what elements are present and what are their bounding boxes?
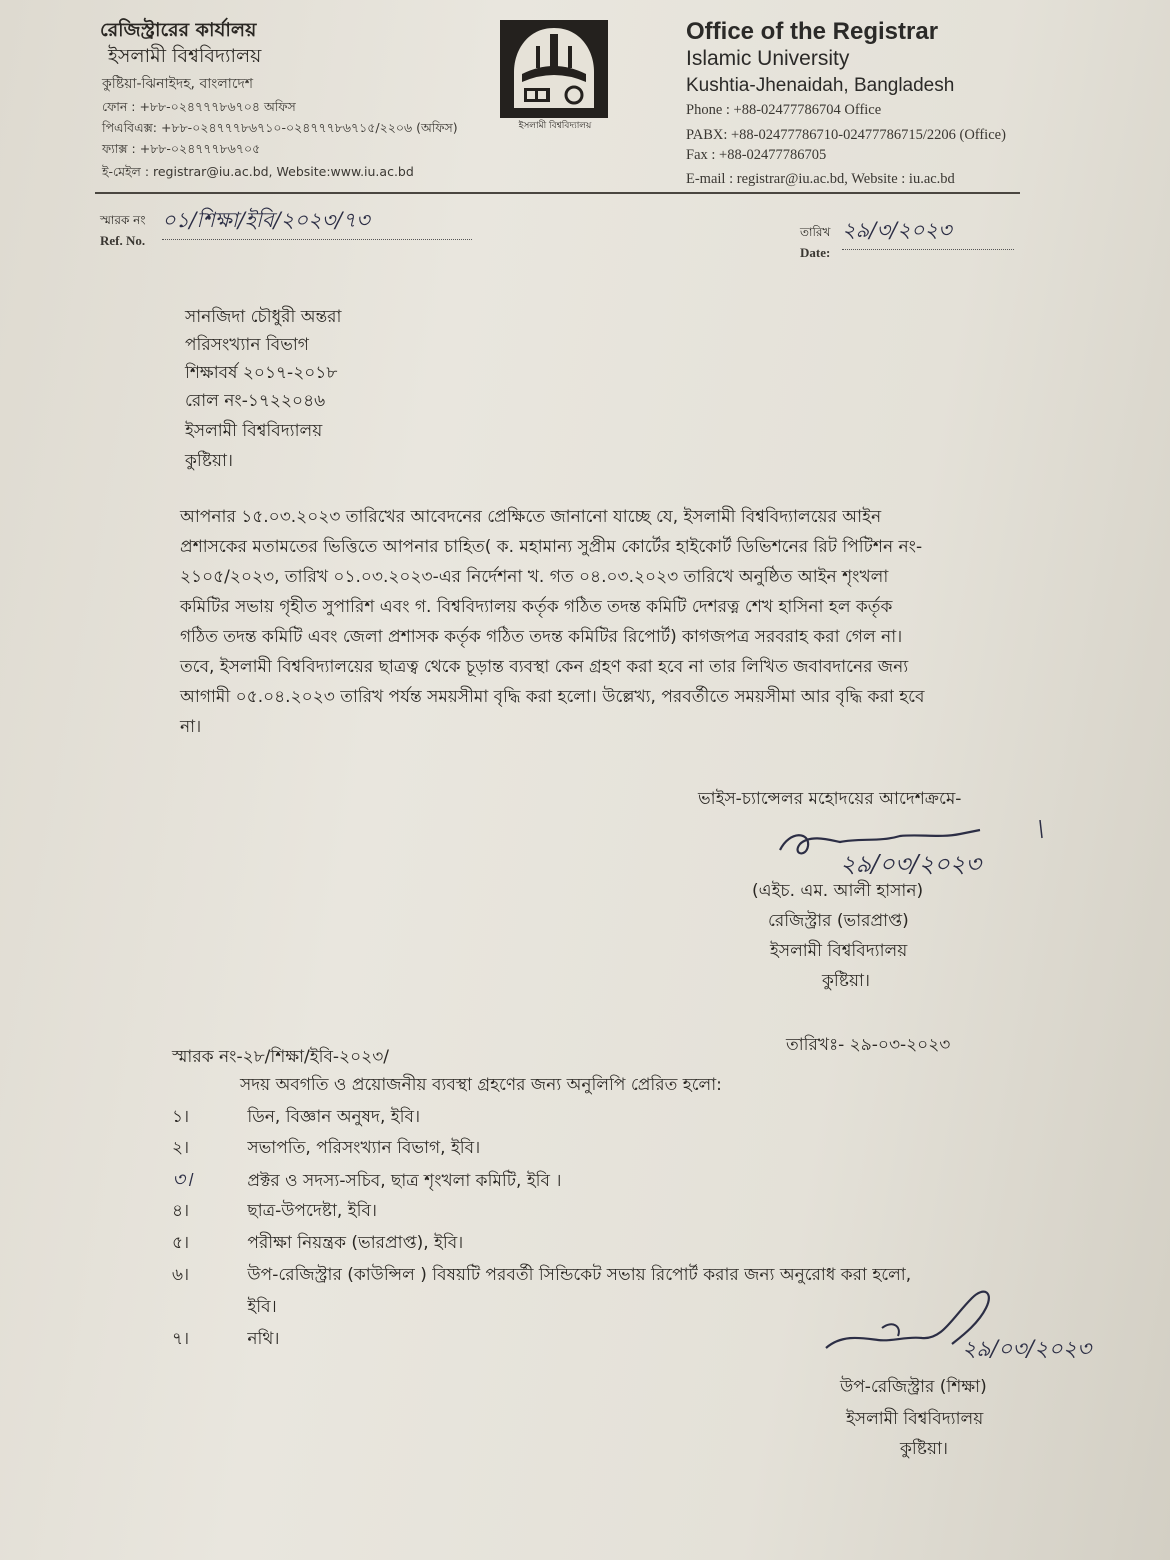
recipient-university: ইসলামী বিশ্ববিদ্যালয়: [185, 421, 323, 441]
en-university-name: Islamic University: [686, 47, 850, 70]
copy-item-number: ৭।: [172, 1329, 190, 1349]
copy-item-number: ৬।: [172, 1265, 190, 1285]
body-line: প্রশাসকের মতামতের ভিত্তিতে আপনার চাহিত( ক. মহামান্য সুপ্রীম কোর্টের হাইকোর্ট ডিভিশনের রিট পিটিশন নং-: [180, 537, 923, 557]
en-phone: Phone : +88-02477786704 Office: [686, 102, 882, 118]
recipient-city: কুষ্টিয়া।: [185, 451, 233, 471]
deputy-title: উপ-রেজিস্ট্রার (শিক্ষা): [840, 1377, 987, 1397]
en-location: Kushtia-Jhenaidah, Bangladesh: [686, 75, 955, 96]
en-fax: Fax : +88-02477786705: [686, 147, 827, 163]
copy-item-text: ছাত্র-উপদেষ্টা, ইবি।: [247, 1201, 377, 1221]
university-logo: [500, 20, 608, 118]
bn-phone: ফোন : +৮৮-০২৪৭৭৭৮৬৭০৪ অফিস: [102, 99, 296, 114]
signatory-title: রেজিস্ট্রার (ভারপ্রাপ্ত): [768, 911, 909, 931]
signatory-university: ইসলামী বিশ্ববিদ্যালয়: [770, 941, 908, 961]
copy-item-text: সভাপতি, পরিসংখ্যান বিভাগ, ইবি।: [247, 1138, 481, 1158]
bn-pabx: পিএবিএক্স: +৮৮-০২৪৭৭৭৮৬৭১০-০২৪৭৭৭৮৬৭১৫/২২০৬ (অফিস): [102, 120, 458, 135]
copy-item: [172, 1228, 463, 1258]
body-line: ২১০৫/২০২৩, তারিখ ০১.০৩.২০২৩-এর নির্দেশনা খ. গত ০৪.০৩.২০২৩ তারিখে অনুষ্ঠিত আইন শৃংখলা: [180, 567, 889, 587]
copy-intro: সদয় অবগতি ও প্রয়োজনীয় ব্যবস্থা গ্রহণের জন্য অনুলিপি প্রেরিত হলো:: [240, 1075, 722, 1095]
copy-item-text: নথি।: [247, 1329, 280, 1349]
copy-item: [172, 1260, 911, 1290]
deputy-university: ইসলামী বিশ্ববিদ্যালয়: [846, 1409, 984, 1429]
deputy-city: কুষ্টিয়া।: [900, 1439, 948, 1459]
copy-item-text: উপ-রেজিস্ট্রার (কাউন্সিল ) বিষয়টি পরবর্তী সিন্ডিকেট সভায় রিপোর্ট করার জন্য অনুরোধ করা হলো,: [247, 1265, 912, 1285]
en-pabx: PABX: +88-02477786710-02477786715/2206 (Office): [686, 127, 1006, 143]
body-paragraph: [180, 502, 1050, 742]
copy-item-text: পরীক্ষা নিয়ন্ত্রক (ভারপ্রাপ্ত), ইবি।: [247, 1233, 464, 1253]
header-divider: [95, 192, 1020, 194]
date-en-label: Date:: [800, 245, 831, 260]
copy-item: [172, 1324, 280, 1354]
body-line: গঠিত তদন্ত কমিটি এবং জেলা প্রশাসক কর্তৃক গঠিত তদন্ত কমিটির রিপোর্ট) কাগজপত্র সরবরাহ করা গেল না।: [180, 627, 903, 647]
body-line: না।: [180, 717, 202, 737]
signatory-name: (এইচ. এম. আলী হাসান): [752, 881, 924, 901]
copy-ref-line: স্মারক নং-২৮/শিক্ষা/ইবি-২০২৩/: [172, 1047, 389, 1067]
registrar-sign-date: ২৯/০৩/২০২৩: [840, 850, 981, 878]
ref-bn-label: স্মারক নং: [100, 213, 146, 227]
en-email: E-mail : registrar@iu.ac.bd, Website : iu.ac.bd: [686, 171, 955, 187]
bn-location: কুষ্টিয়া-ঝিনাইদহ, বাংলাদেশ: [102, 76, 254, 92]
copy-item-number: ২।: [172, 1138, 190, 1158]
body-line: আগামী ০৫.০৪.২০২৩ তারিখ পর্যন্ত সময়সীমা বৃদ্ধি করা হলো। উল্লেখ্য, পরবর্তীতে সময়সীমা আর বৃদ্ধি করা হবে: [180, 687, 925, 707]
body-line: কমিটির সভায় গৃহীত সুপারিশ এবং গ. বিশ্ববিদ্যালয় কর্তৃক গঠিত তদন্ত কমিটি দেশরত্ন শেখ হাসিনা হল কর্তৃক: [180, 597, 893, 617]
logo-caption: ইসলামী বিশ্ববিদ্যালয়: [518, 121, 592, 131]
copy-item: [172, 1102, 420, 1132]
copy-item-number: ৫।: [172, 1233, 190, 1253]
en-office-name: Office of the Registrar: [686, 18, 939, 45]
bn-university-name: ইসলামী বিশ্ববিদ্যালয়: [108, 45, 262, 67]
body-line: আপনার ১৫.০৩.২০২৩ তারিখের আবেদনের প্রেক্ষিতে জানানো যাচ্ছে যে, ইসলামী বিশ্ববিদ্যালয়ের আইন: [180, 507, 882, 527]
copy-item: [172, 1196, 377, 1226]
bn-office-name: রেজিস্ট্রারের কার্যালয়: [100, 19, 257, 41]
copy-item-text: ইবি।: [247, 1297, 277, 1317]
copy-item-number: ৪।: [172, 1201, 190, 1221]
recipient-session: শিক্ষাবর্ষ ২০১৭-২০১৮: [185, 363, 338, 383]
body-line: তবে, ইসলামী বিশ্ববিদ্যালয়ের ছাত্রত্ব থেকে চূড়ান্ত ব্যবস্থা কেন গ্রহণ করা হবে না তার লিখিত জবাবদানের জন্য: [180, 657, 909, 677]
bn-email: ই-মেইল : registrar@iu.ac.bd, Website:www.iu.ac.bd: [102, 164, 414, 179]
date-handwritten: ২৯/৩/২০২৩: [842, 214, 1014, 250]
copy-item-text: প্রক্টর ও সদস্য-সচিব, ছাত্র শৃংখলা কমিটি, ইবি ।: [247, 1171, 562, 1191]
ref-en-label: Ref. No.: [100, 233, 146, 248]
deputy-sign-date: ২৯/০৩/২০২৩: [962, 1337, 1092, 1362]
copy-item: [172, 1292, 277, 1322]
bn-fax: ফ্যাক্স : +৮৮-০২৪৭৭৭৮৬৭০৫: [102, 141, 261, 156]
ref-number-handwritten: ০১/শিক্ষা/ইবি/২০২৩/৭৩: [162, 204, 472, 240]
recipient-name: সানজিদা চৌধুরী অন্তরা: [185, 307, 342, 327]
signatory-city: কুষ্টিয়া।: [822, 971, 870, 991]
recipient-department: পরিসংখ্যান বিভাগ: [185, 335, 309, 355]
recipient-roll: রোল নং-১৭২২০৪৬: [185, 391, 326, 411]
date-bn-label: তারিখ: [800, 225, 831, 239]
copy-item-text: ডিন, বিজ্ঞান অনুষদ, ইবি।: [247, 1107, 421, 1127]
copy-item: [172, 1133, 480, 1163]
order-line: ভাইস-চ্যান্সেলর মহোদয়ের আদেশক্রমে-: [698, 789, 962, 809]
copy-item-number: ৩।: [172, 1167, 193, 1191]
copy-date-line: তারিখঃ- ২৯-০৩-২০২৩: [786, 1035, 951, 1055]
copy-item-number: ১।: [172, 1107, 190, 1127]
copy-item: [172, 1164, 561, 1196]
